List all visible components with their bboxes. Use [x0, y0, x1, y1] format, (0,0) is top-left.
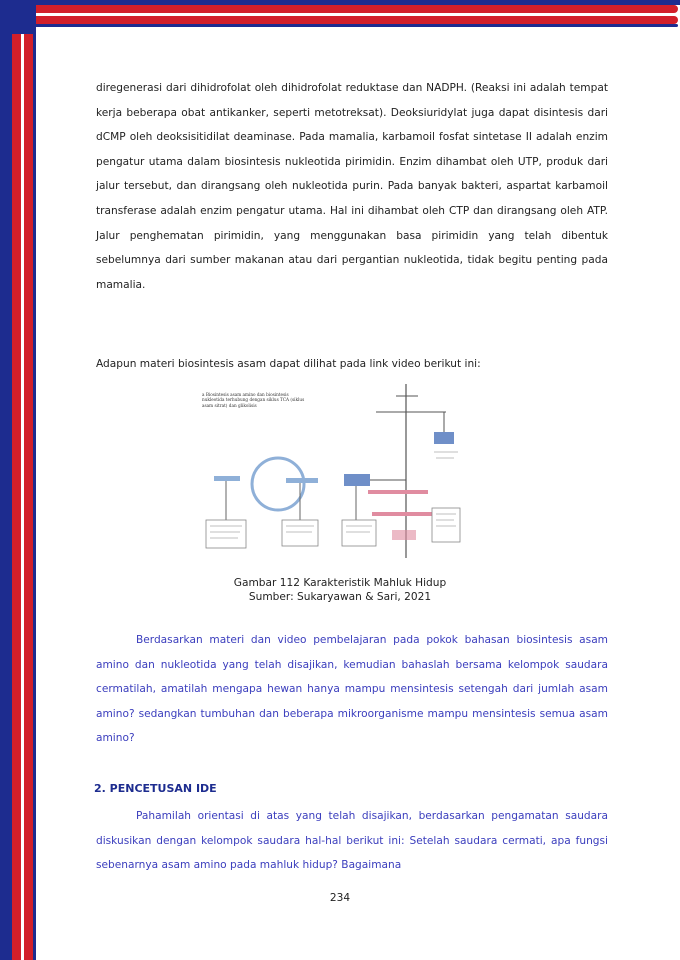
video-intro-text: Adapun materi biosintesis asam dapat dilihat pada link video berikut ini:: [96, 358, 481, 370]
page-number: 234: [329, 892, 351, 904]
frame-left-blue-stripe-inner: [33, 0, 36, 960]
frame-left-red-stripe: [12, 0, 21, 960]
video-intro-block: [96, 356, 608, 372]
caption-source: Sumber: Sukaryawan & Sari, 2021: [248, 591, 432, 603]
section-title: 2. PENCETUSAN IDE: [94, 782, 217, 795]
frame-left-red-stripe-inner: [24, 0, 33, 960]
question-block: [96, 628, 608, 751]
frame-top-border: [0, 0, 680, 34]
caption-title: Gambar 112 Karakteristik Mahluk Hidup: [233, 577, 447, 589]
biosynthesis-figure: [196, 380, 466, 562]
figure-caption: [96, 576, 584, 604]
biosynthesis-diagram: [196, 380, 466, 562]
idea-paragraph: Pahamilah orientasi di atas yang telah disajikan, berdasarkan pengamatan saudara diskusikan dengan kelompok saudara hal-hal berikut ini: Setelah saudara cermati, apa fungsi sebenarnya asam amino pada mahluk hidup? Bagaimana: [96, 810, 608, 872]
frame-left-blue-stripe: [0, 0, 12, 960]
idea-block: [96, 804, 608, 878]
figure-note: a Biosintesis asam amino dan biosintesis nukleotida terhubung dengan siklus TCA (siklus asam sitrat) dan glikolisis: [202, 392, 305, 408]
question-paragraph: Berdasarkan materi dan video pembelajaran pada pokok bahasan biosintesis asam amino dan nukleotida yang telah disajikan, kemudian bahaslah bersama kelompok saudara cermatilah, amatilah mengapa hewan hanya mampu mensintesis setengah dari jumlah asam amino? sedangkan tumbuhan dan beberapa mikroorganisme mampu mensintesis semua asam amino?: [96, 634, 608, 745]
body-text-block: [96, 76, 608, 297]
body-paragraph: diregenerasi dari dihidrofolat oleh dihidrofolat reduktase dan NADPH. (Reaksi ini adalah tempat kerja beberapa obat antikanker, seperti metotreksat). Deoksiuridylat juga dapat disintesis dari dCMP oleh deoksisitidilat deaminase. Pada mamalia, karbamoil fosfat sintetase II adalah enzim pengatur utama dalam biosintesis nukleotida pirimidin. Enzim dihambat oleh UTP, produk dari jalur tersebut, dan dirangsang oleh nukleotida purin. Pada banyak bakteri, aspartat karbamoil transferase adalah enzim pengatur utama. Hal ini dihambat oleh CTP dan dirangsang oleh ATP. Jalur penghematan pirimidin, yang menggunakan basa pirimidin yang telah dibentuk sebelumnya dari sumber makanan atau dari pergantian nukleotida, tidak begitu penting pada mamalia.: [96, 82, 608, 291]
